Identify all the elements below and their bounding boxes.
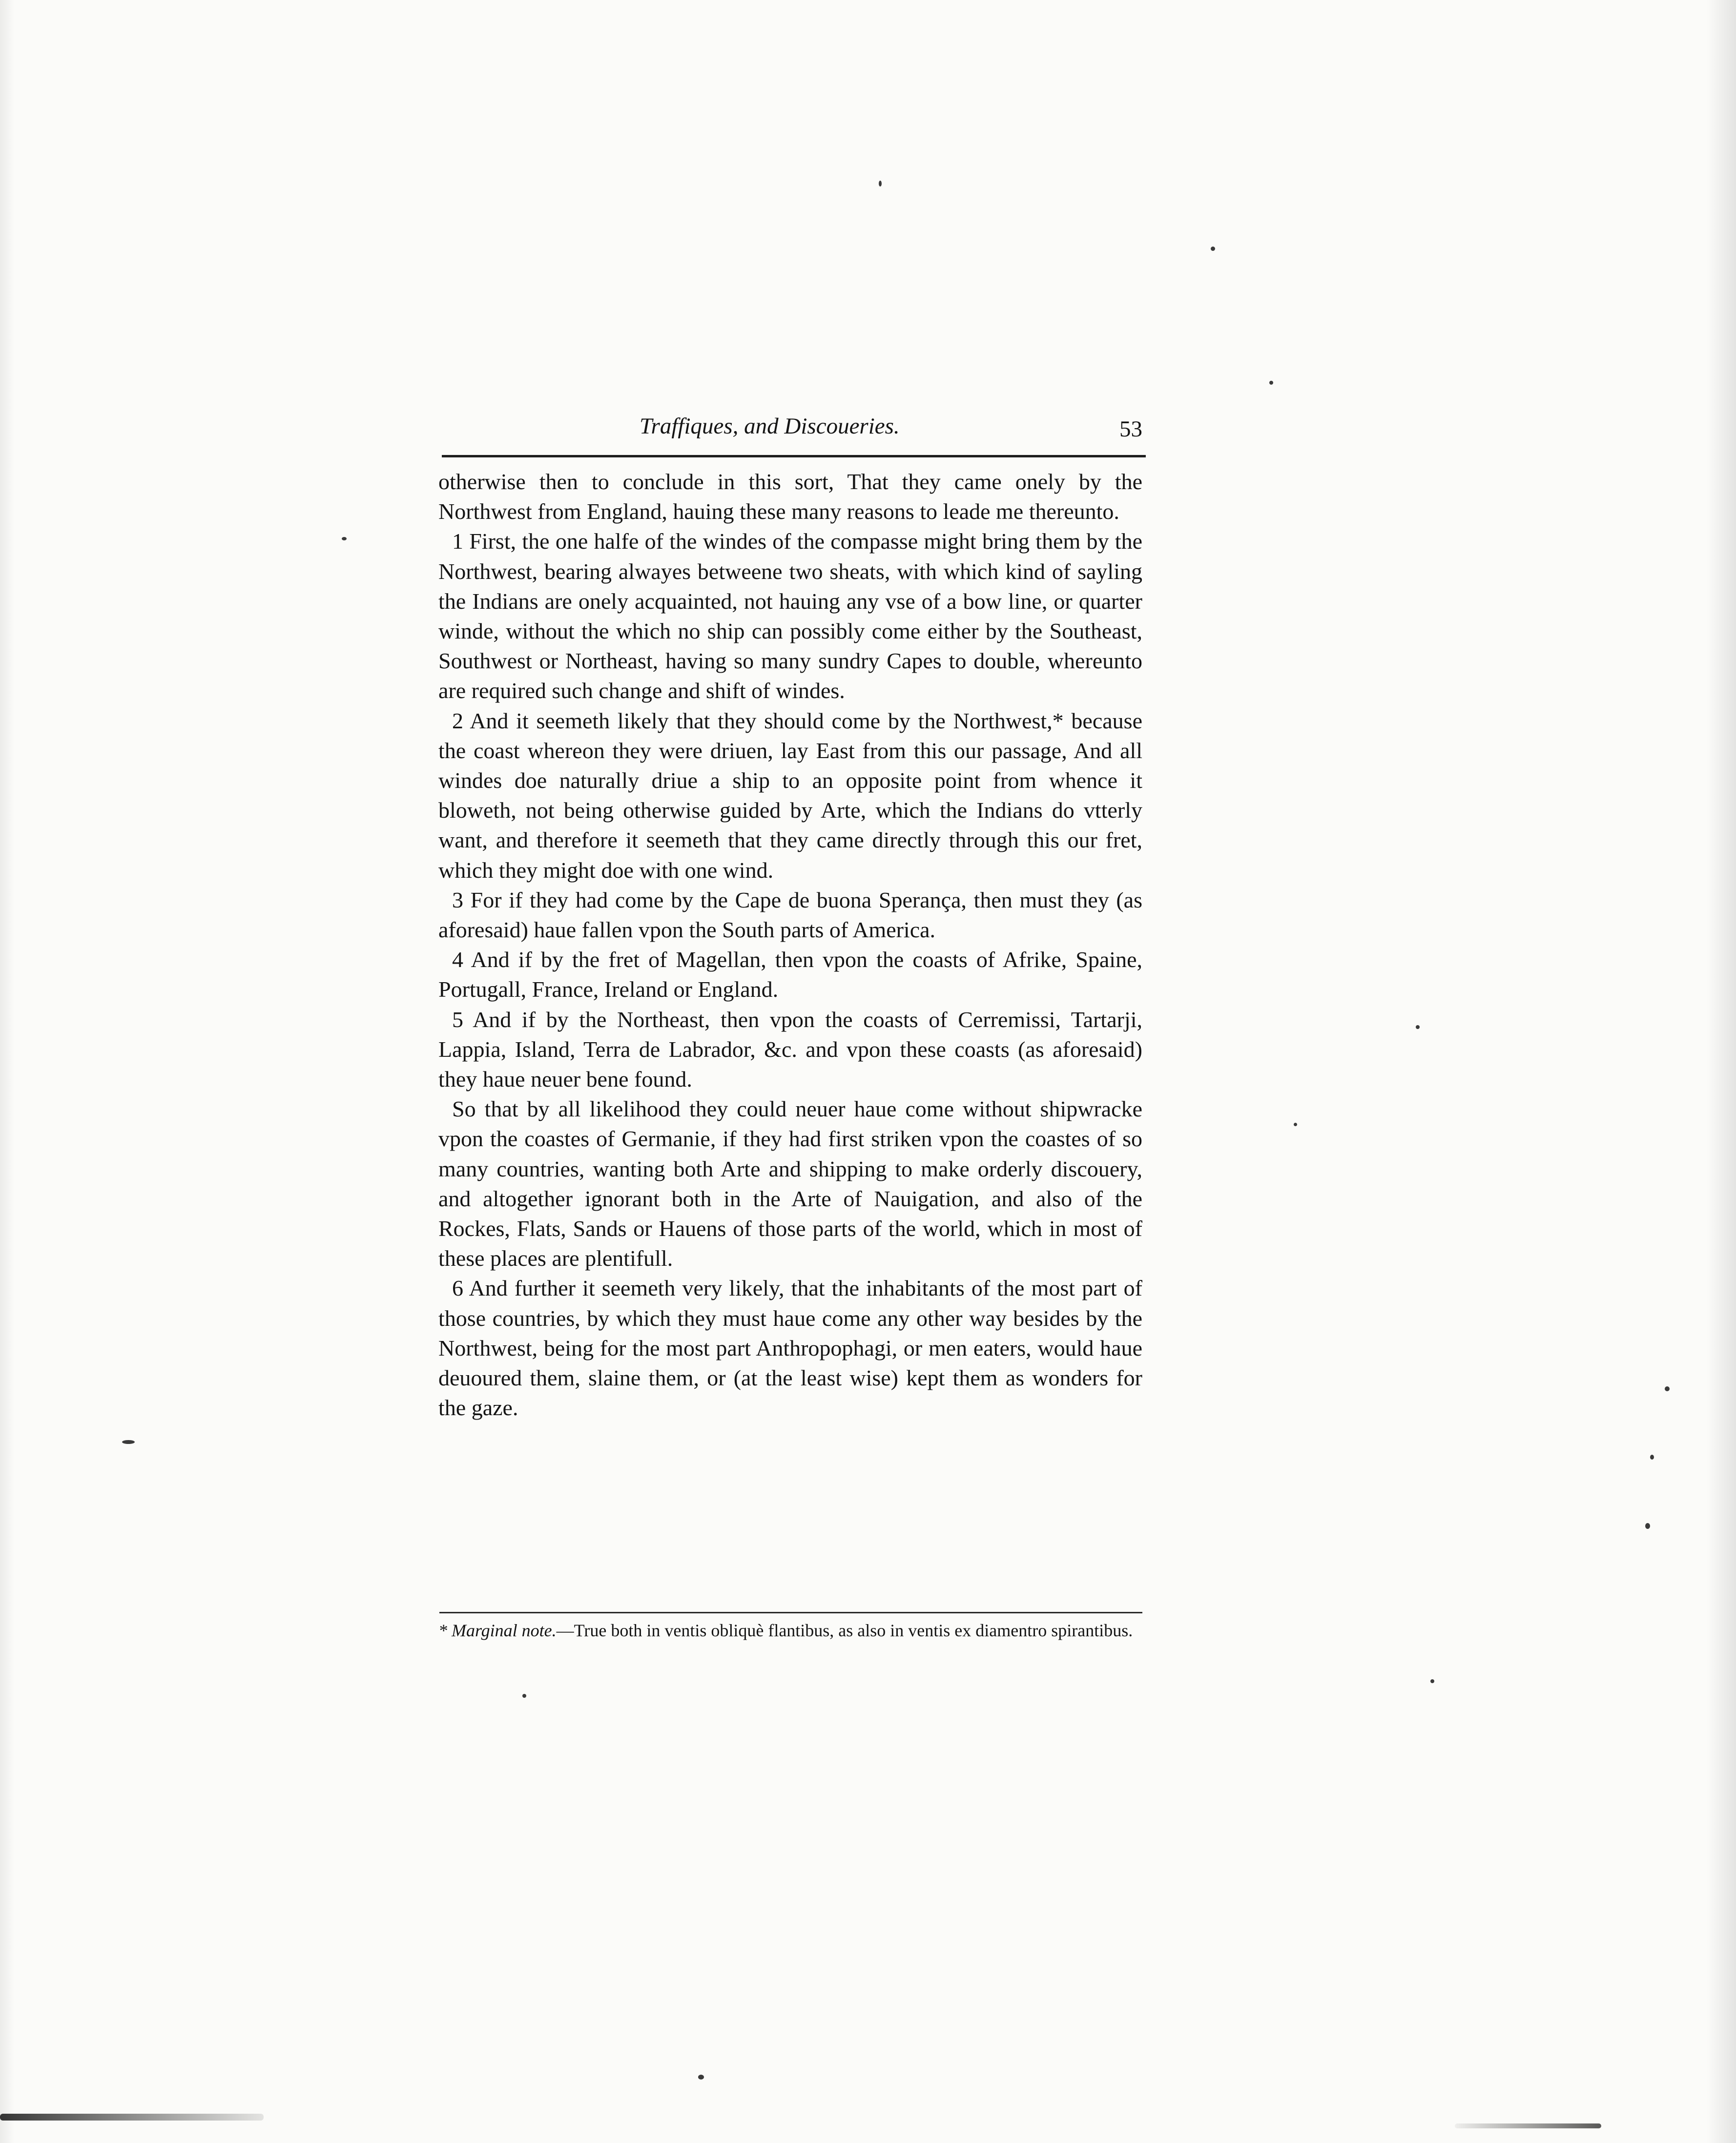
footnote-label: * Marginal note. bbox=[438, 1621, 557, 1640]
scan-speck bbox=[522, 1694, 526, 1698]
paragraph-reason-4: 4 And if by the fret of Magellan, then vpon the coasts of Afrike, Spaine, Portugall, France, Ireland or England. bbox=[438, 947, 1142, 1002]
footnote bbox=[438, 1620, 1142, 1641]
page-header bbox=[439, 409, 1152, 448]
paragraph-reason-3: 3 For if they had come by the Cape de buona Sperança, then must they (as aforesaid) haue fallen vpon the South parts of America. bbox=[438, 887, 1142, 943]
footnote-rule bbox=[439, 1612, 1142, 1613]
scan-speck bbox=[1645, 1523, 1650, 1529]
page-number: 53 bbox=[1119, 416, 1142, 442]
scan-speck bbox=[1294, 1123, 1297, 1126]
bottom-left-smudge bbox=[0, 2114, 264, 2121]
scan-speck bbox=[342, 537, 347, 540]
paragraph-reason-5: 5 And if by the Northeast, then vpon the coasts of Cerremissi, Tartarji, Lappia, Island, Terra de Labrador, &c. and vpon these coasts (as aforesaid) they haue neuer bene found. bbox=[438, 1007, 1142, 1092]
scan-speck bbox=[1269, 381, 1273, 385]
running-title: Traffiques, and Discoueries. bbox=[640, 413, 900, 439]
scan-speck bbox=[1665, 1386, 1670, 1391]
scan-speck bbox=[1211, 247, 1215, 251]
scan-speck bbox=[122, 1440, 135, 1444]
page-edge-shadow bbox=[1707, 0, 1736, 2143]
body-text bbox=[438, 467, 1142, 1423]
header-rule bbox=[442, 455, 1146, 457]
paragraph-reason-6: 6 And further it seemeth very likely, that the inhabitants of the most part of those countries, by which they must haue come any other way besides by the Northwest, being for the most part Anthropophagi, or men eaters, would haue deuoured them, slaine them, or (at the least wise) kept them as wonders for the gaze. bbox=[438, 1276, 1142, 1421]
page-left-shadow bbox=[0, 0, 15, 2143]
bottom-right-smudge bbox=[1455, 2123, 1601, 2128]
scan-speck bbox=[879, 181, 882, 186]
footnote-text: —True both in ventis obliquè flantibus, as also in ventis ex diamentro spirantibus. bbox=[556, 1621, 1133, 1640]
scan-speck bbox=[1430, 1679, 1434, 1683]
paragraph-intro: otherwise then to conclude in this sort, That they came onely by the Northwest from England, hauing these many reasons to leade me thereunto. bbox=[438, 469, 1142, 524]
paragraph-conclusion: So that by all likelihood they could neuer haue come without shipwracke vpon the coastes of Germanie, if they had first striken vpon the coastes of so many countries, wanting both Arte and shipping to make orderly discouery, and altogether ignorant both in the Arte of Nauigation, and also of the Rockes, Flats, Sands or Hauens of those parts of the world, which in most of these places are plentifull. bbox=[438, 1096, 1142, 1271]
paragraph-reason-2: 2 And it seemeth likely that they should come by the Northwest,* because the coast whereon they were driuen, lay East from this our passage, And all windes doe naturally driue a ship to an opposite point from whence it bloweth, not being otherwise guided by Arte, which the Indians do vtterly want, and therefore it seemeth that they came directly through this our fret, which they might doe with one wind. bbox=[438, 708, 1142, 883]
scan-speck bbox=[698, 2075, 704, 2080]
scan-speck bbox=[1650, 1455, 1654, 1460]
scan-speck bbox=[1416, 1025, 1420, 1029]
paragraph-reason-1: 1 First, the one halfe of the windes of the compasse might bring them by the Northwest, bearing alwayes betweene two sheats, with which kind of sayling the Indians are onely acquainted, not hauing any vse of a bow line, or quarter winde, without the which no ship can possibly come either by the Southeast, Southwest or Northeast, having so many sundry Capes to double, whereunto are required such change and shift of windes. bbox=[438, 529, 1142, 703]
